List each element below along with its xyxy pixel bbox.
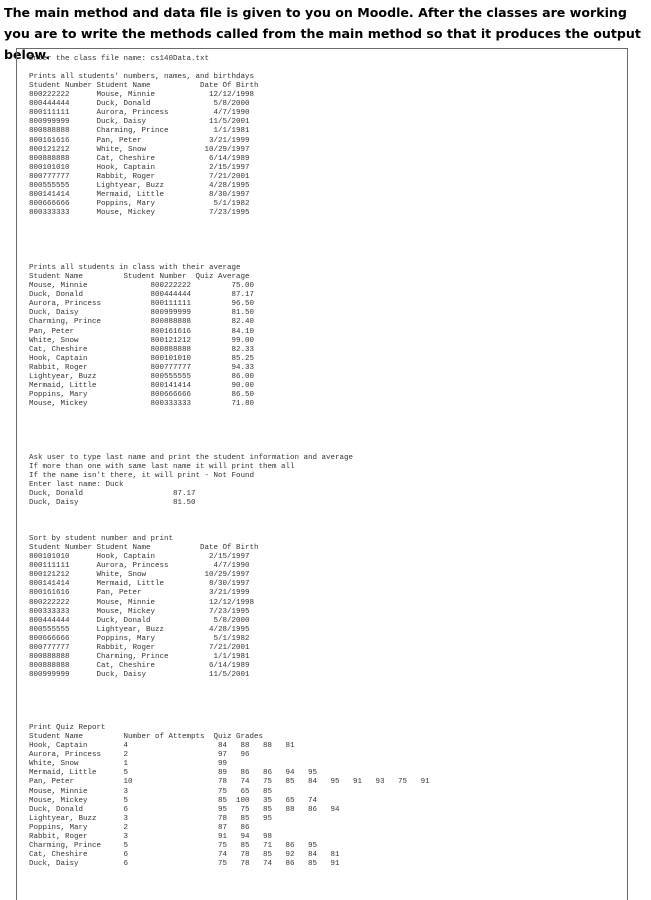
console-line: Student Number Student Name Date Of Birth bbox=[29, 544, 259, 553]
console-line: If the name isn't there, it will print - Not Found bbox=[29, 472, 255, 481]
console-line: 800888888 Cat, Cheshire 6/14/1989 bbox=[29, 154, 250, 163]
console-line: Student Number Student Name Date Of Birth bbox=[29, 82, 259, 91]
console-line: 800141414 Mermaid, Little 8/30/1997 bbox=[29, 580, 250, 589]
console-line: Rabbit, Roger 3 91 94 98 bbox=[29, 832, 273, 841]
console-line: 800999999 Duck, Daisy 11/5/2001 bbox=[29, 671, 250, 680]
console-line: White, Snow 1 99 bbox=[29, 760, 228, 769]
console-line: Mouse, Mickey 800333333 71.80 bbox=[29, 400, 255, 409]
console-line: Charming, Prince 5 75 85 71 86 95 bbox=[29, 842, 318, 851]
console-line: Mouse, Mickey 5 85 100 35 65 74 bbox=[29, 796, 318, 805]
assignment-instructions: The main method and data file is given to you on Moodle. After the classes are working you are to write the methods called from the main method so that it produces the output below. bbox=[4, 5, 641, 62]
console-line: Cat, Cheshire 800888888 82.33 bbox=[29, 345, 255, 354]
console-line: 800555555 Lightyear, Buzz 4/28/1995 bbox=[29, 625, 250, 634]
console-line: 800999999 Duck, Daisy 11/5/2001 bbox=[29, 118, 250, 127]
console-line: Charming, Prince 800888888 82.40 bbox=[29, 318, 255, 327]
birthdays-section bbox=[29, 73, 623, 218]
console-line: Aurora, Princess 800111111 96.50 bbox=[29, 300, 255, 309]
quiz-report-section bbox=[29, 724, 623, 869]
console-line: Enter last name: Duck bbox=[29, 481, 124, 490]
console-line: 800888888 Charming, Prince 1/1/1981 bbox=[29, 127, 250, 136]
console-line: Student Name Number of Attempts Quiz Grades bbox=[29, 733, 264, 742]
console-line: Hook, Captain 800101010 85.25 bbox=[29, 354, 255, 363]
console-line: Rabbit, Roger 800777777 94.33 bbox=[29, 363, 255, 372]
console-line: Duck, Donald 87.17 bbox=[29, 490, 196, 499]
console-line: Lightyear, Buzz 800555555 86.00 bbox=[29, 372, 255, 381]
console-line: 800333333 Mouse, Mickey 7/23/1995 bbox=[29, 607, 250, 616]
console-line: 800111111 Aurora, Princess 4/7/1990 bbox=[29, 109, 250, 118]
console-line: Duck, Daisy 81.50 bbox=[29, 499, 196, 508]
console-line: Duck, Daisy 800999999 81.50 bbox=[29, 309, 255, 318]
console-line: Poppins, Mary 800666666 86.50 bbox=[29, 391, 255, 400]
console-line: 800444444 Duck, Donald 5/8/2000 bbox=[29, 616, 250, 625]
console-line: 800161616 Pan, Peter 3/21/1999 bbox=[29, 136, 250, 145]
console-line: 800666666 Poppins, Mary 5/1/1982 bbox=[29, 200, 250, 209]
console-line: 800101010 Hook, Captain 2/15/1997 bbox=[29, 553, 250, 562]
last-name-lookup-section bbox=[29, 454, 623, 508]
console-line: Aurora, Princess 2 97 96 bbox=[29, 751, 250, 760]
console-line: White, Snow 800121212 99.00 bbox=[29, 336, 255, 345]
console-line: Poppins, Mary 2 87 86 bbox=[29, 823, 250, 832]
console-line: Pan, Peter 800161616 84.10 bbox=[29, 327, 255, 336]
console-line: 800666666 Poppins, Mary 5/1/1982 bbox=[29, 634, 250, 643]
console-line: Prints all students in class with their average bbox=[29, 264, 241, 272]
console-line: Hook, Captain 4 84 88 88 81 bbox=[29, 742, 295, 751]
console-line: 800888888 Charming, Prince 1/1/1981 bbox=[29, 653, 250, 662]
console-line: 800222222 Mouse, Minnie 12/12/1998 bbox=[29, 598, 255, 607]
console-line: 800111111 Aurora, Princess 4/7/1990 bbox=[29, 562, 250, 571]
console-line: 800444444 Duck, Donald 5/8/2000 bbox=[29, 100, 250, 109]
console-line: 800777777 Rabbit, Roger 7/21/2001 bbox=[29, 172, 250, 181]
console-line: Duck, Donald 800444444 87.17 bbox=[29, 291, 255, 300]
console-line: Print Quiz Report bbox=[29, 724, 106, 732]
sorted-by-number-section bbox=[29, 535, 623, 680]
console-line: Mermaid, Little 5 89 86 86 94 95 bbox=[29, 769, 318, 778]
console-line: Mermaid, Little 800141414 90.00 bbox=[29, 382, 255, 391]
console-line: If more than one with same last name it will print them all bbox=[29, 463, 295, 472]
console-line: 800333333 Mouse, Mickey 7/23/1995 bbox=[29, 209, 250, 218]
console-line: Sort by student number and print bbox=[29, 535, 174, 543]
console-line: Lightyear, Buzz 3 78 85 95 bbox=[29, 814, 273, 823]
console-line: Student Name Student Number Quiz Average bbox=[29, 273, 250, 282]
console-line: Cat, Cheshire 6 74 78 85 92 84 81 bbox=[29, 851, 340, 860]
console-line: 800101010 Hook, Captain 2/15/1997 bbox=[29, 163, 250, 172]
console-line: 800777777 Rabbit, Roger 7/21/2001 bbox=[29, 643, 250, 652]
console-line: Ask user to type last name and print the student information and average bbox=[29, 454, 354, 462]
console-line: 800222222 Mouse, Minnie 12/12/1998 bbox=[29, 91, 255, 100]
console-line: 800555555 Lightyear, Buzz 4/28/1995 bbox=[29, 181, 250, 190]
quiz-average-section bbox=[29, 264, 623, 409]
console-line: 800141414 Mermaid, Little 8/30/1997 bbox=[29, 191, 250, 200]
console-line: Pan, Peter 10 78 74 75 85 84 95 91 93 75 91 bbox=[29, 778, 430, 787]
console-line: 800161616 Pan, Peter 3/21/1999 bbox=[29, 589, 250, 598]
console-line: Mouse, Minnie 3 75 65 85 bbox=[29, 787, 273, 796]
console-line: 800888888 Cat, Cheshire 6/14/1989 bbox=[29, 662, 250, 671]
console-line: Duck, Daisy 6 75 78 74 86 85 91 bbox=[29, 860, 340, 869]
filename-prompt-line: Enter the class file name: cs140Data.txt bbox=[29, 55, 210, 63]
console-line: 800121212 White, Snow 10/29/1997 bbox=[29, 145, 250, 154]
console-line: 800121212 White, Snow 10/29/1997 bbox=[29, 571, 250, 580]
console-line: Prints all students' numbers, names, and birthdays bbox=[29, 73, 255, 81]
console-line: Mouse, Minnie 800222222 75.00 bbox=[29, 282, 255, 291]
console-line: Duck, Donald 6 95 75 85 88 86 94 bbox=[29, 805, 340, 814]
console-output-panel bbox=[16, 48, 628, 900]
